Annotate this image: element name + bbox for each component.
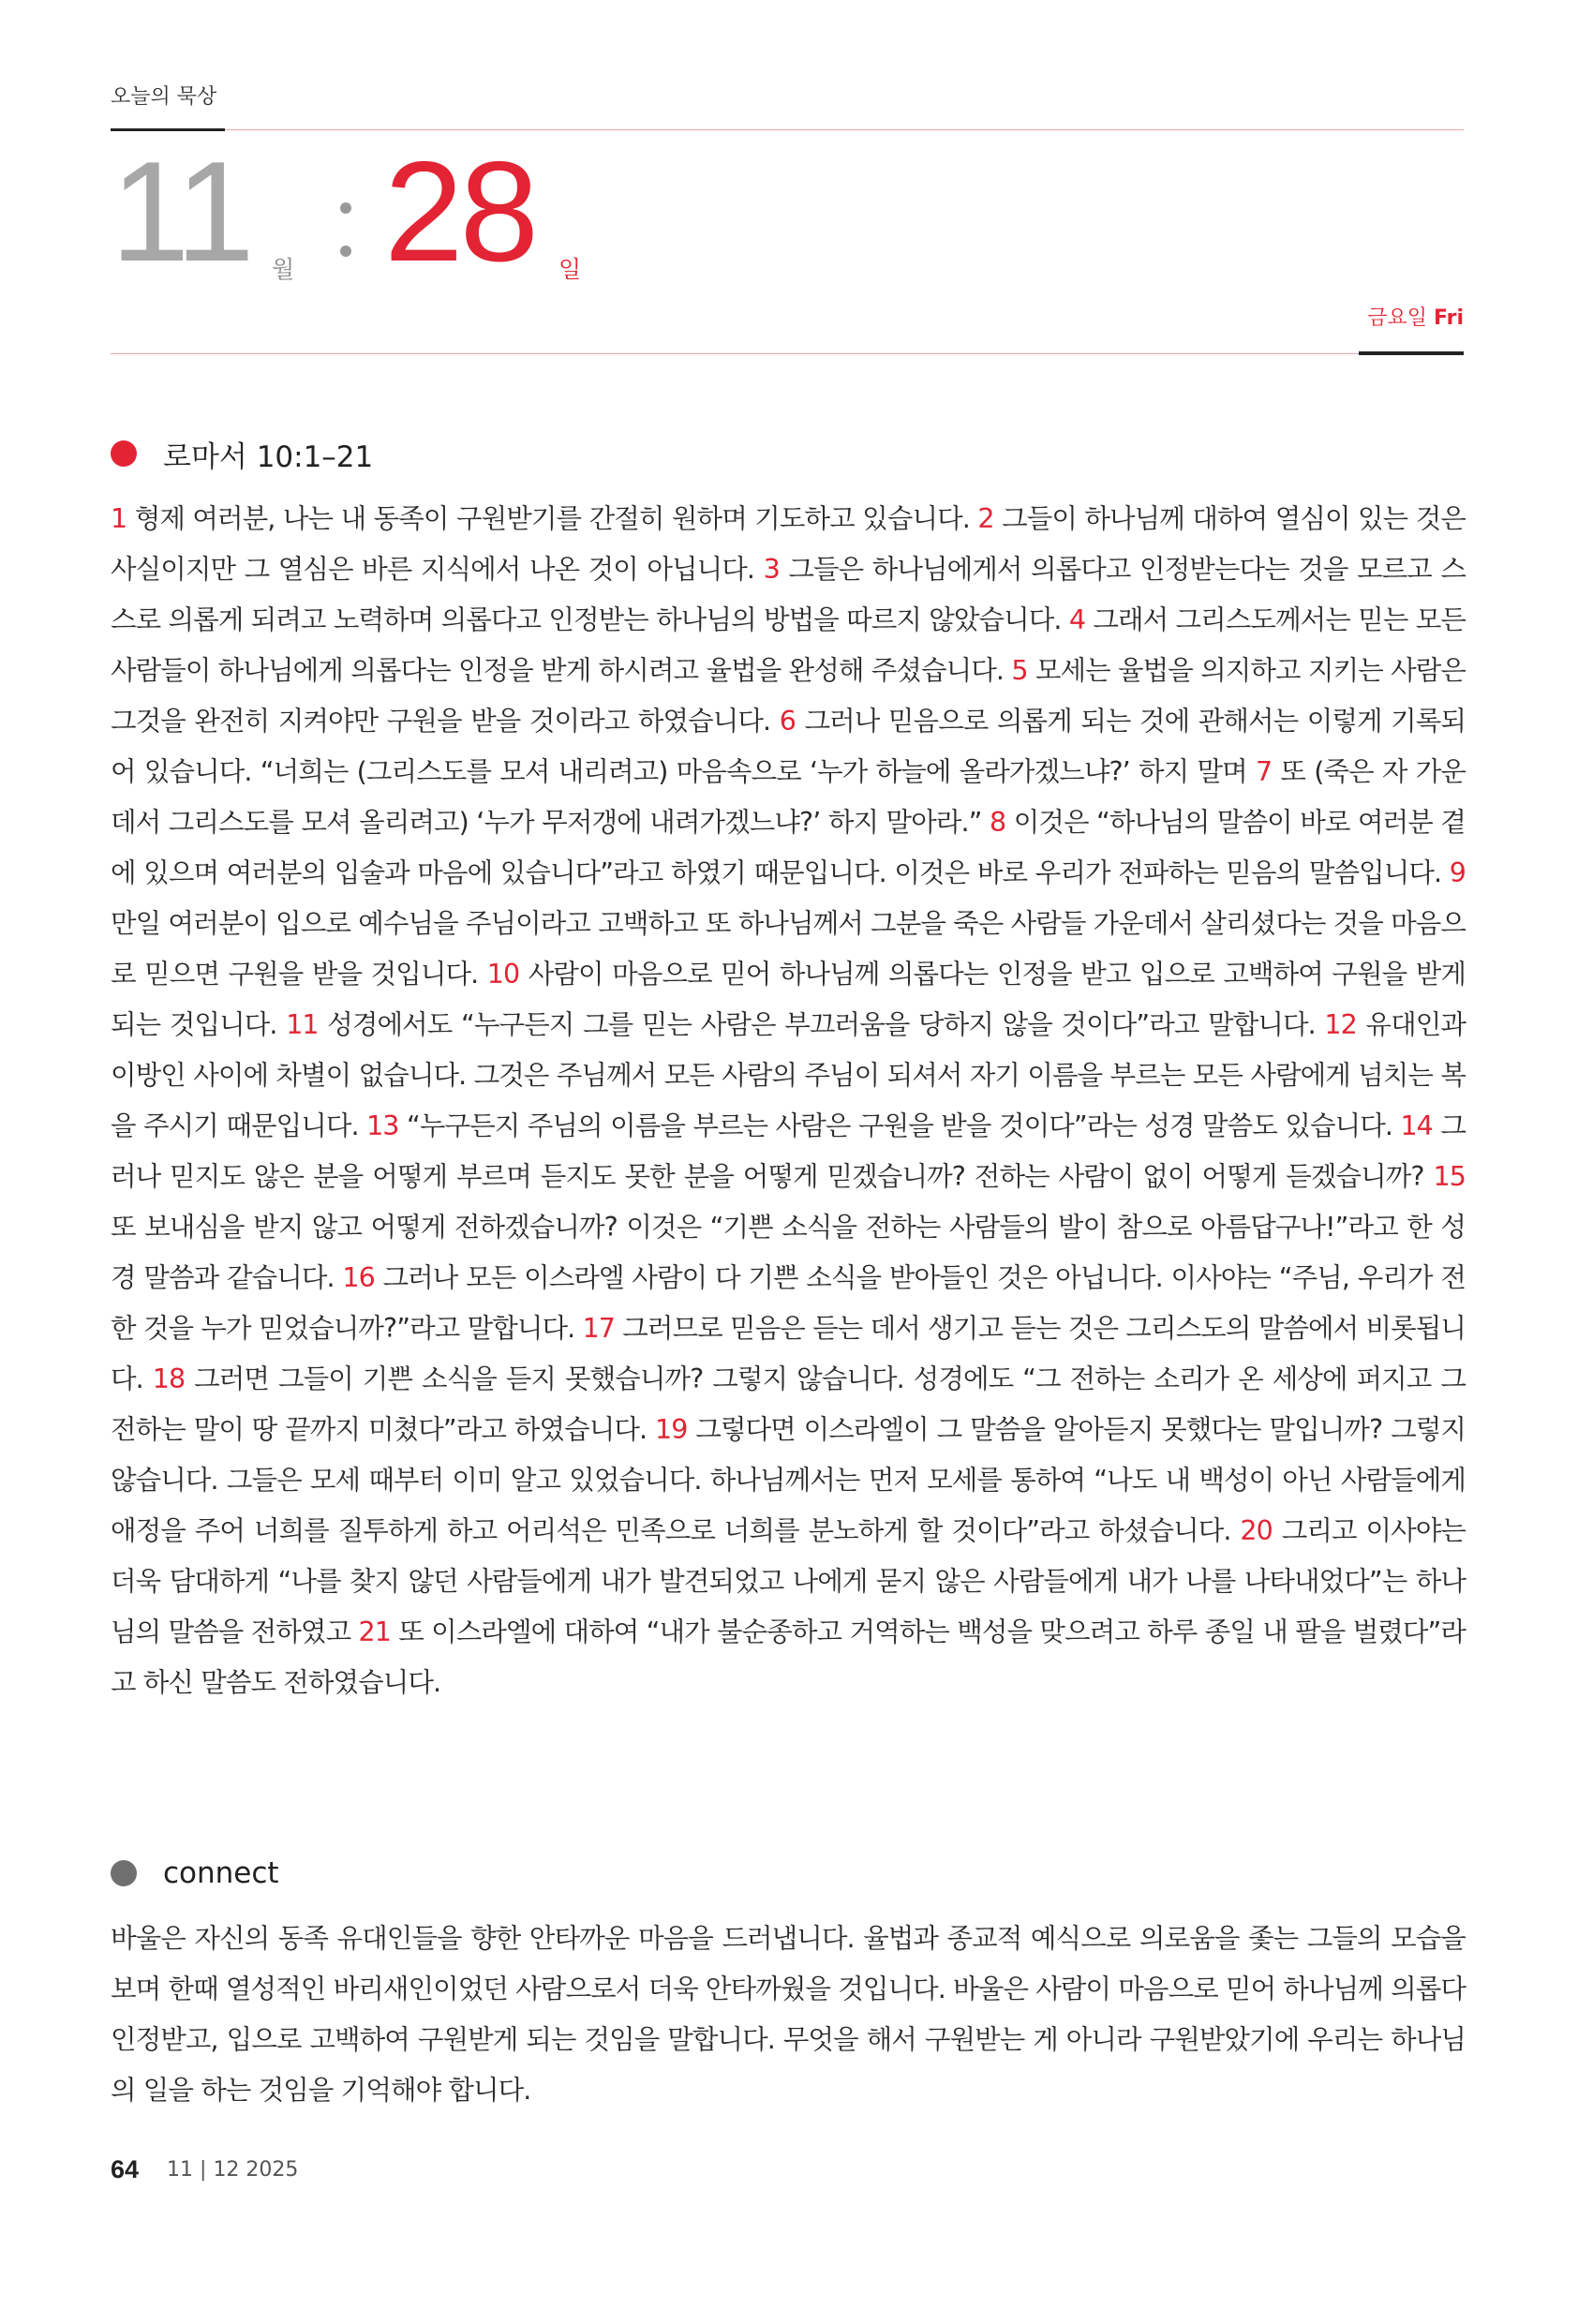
section-label: 오늘의 묵상	[111, 85, 217, 109]
day-unit: 일	[558, 256, 582, 283]
header-divider	[111, 353, 1359, 354]
weekday-english: Fri	[1433, 306, 1464, 330]
connect-heading	[111, 1855, 279, 1892]
verse-text: 그렇다면 이스라엘이 그 말씀을 알아듣지 못했다는 말입니까? 그렇지 않습니다. 그들은 모세 때부터 이미 알고 있었습니다. 하나님께서는 먼저 모세를 통하여 “나도 내 백성이 아닌 사람들에게 애정을 주어 너희를 질투하게 하고 어리석은 민족으로 너희를 분노하게 할 것이다”라고 하셨습니다.	[111, 1414, 1466, 1546]
verse-text: 그들이 하나님께 대하여 열심이 있는 것은 사실이지만 그 열심은 바른 지식에서 나온 것이 아닙니다.	[111, 503, 1466, 585]
verse-number: 7	[1255, 756, 1273, 787]
page-number: 64	[111, 2154, 140, 2183]
verse-number: 19	[654, 1414, 688, 1445]
verse-number: 3	[763, 554, 780, 585]
verse-text: 형제 여러분, 나는 내 동족이 구원받기를 간절히 원하며 기도하고 있습니다.	[134, 503, 970, 534]
verse-number: 8	[989, 807, 1006, 838]
verse-number: 5	[1011, 655, 1028, 686]
verse-text: 그래서 그리스도께서는 믿는 모든 사람들이 하나님에게 의롭다는 인정을 받게 하시려고 율법을 완성해 주셨습니다.	[111, 604, 1466, 686]
verse-text: 그러므로 믿음은 듣는 데서 생기고 듣는 것은 그리스도의 말씀에서 비롯됩니다.	[111, 1313, 1466, 1394]
verse	[286, 1009, 1324, 1040]
verse-number: 1	[111, 503, 127, 534]
verse-text: 그리고 이사야는 더욱 담대하게 “나를 찾지 않던 사람들에게 내가 발견되었고 나에게 묻지 않은 사람들에게 내가 나를 나타내었다”는 하나님의 말씀을 전하였고	[111, 1515, 1466, 1647]
scripture-heading	[111, 435, 373, 472]
verse-number: 20	[1240, 1515, 1273, 1546]
month-number: 11	[111, 132, 251, 291]
verse-number: 17	[582, 1313, 616, 1344]
weekday	[1367, 302, 1464, 331]
verse-text: 그들은 하나님에게서 의롭다고 인정받는다는 것을 모르고 스스로 의롭게 되려고 노력하며 의롭다고 인정받는 하나님의 방법을 따르지 않았습니다.	[111, 554, 1466, 635]
gray-bullet-icon	[111, 1860, 137, 1886]
verse-number: 16	[342, 1262, 375, 1293]
verse-text: 그러나 믿지도 않은 분을 어떻게 부르며 듣지도 못한 분을 어떻게 믿겠습니까? 전하는 사람이 없이 어떻게 듣겠습니까?	[111, 1110, 1466, 1192]
verse-number: 10	[486, 959, 520, 990]
connect-title: connect	[163, 1856, 279, 1890]
verse-number: 18	[152, 1363, 186, 1394]
verse-text: 사람이 마음으로 믿어 하나님께 의롭다는 인정을 받고 입으로 고백하여 구원을 받게 되는 것입니다.	[111, 959, 1466, 1040]
verse-number: 14	[1400, 1110, 1433, 1141]
issue-date: 11 | 12 2025	[167, 2157, 299, 2182]
verse-text: 모세는 율법을 의지하고 지키는 사람은 그것을 완전히 지켜야만 구원을 받을 것이라고 하였습니다.	[111, 655, 1466, 737]
scripture-body	[111, 494, 1466, 1708]
verse-text: 또 보내심을 받지 않고 어떻게 전하겠습니까? 이것은 “기쁜 소식을 전하는 사람들의 발이 참으로 아름답구나!”라고 한 성경 말씀과 같습니다.	[111, 1212, 1466, 1293]
verse-text: 그러나 모든 이스라엘 사람이 다 기쁜 소식을 받아들인 것은 아닙니다. 이사야는 “주님, 우리가 전한 것을 누가 믿었습니까?”라고 말합니다.	[111, 1262, 1466, 1344]
verse-text: “누구든지 주님의 이름을 부르는 사람은 구원을 받을 것이다”라는 성경 말씀도 있습니다.	[406, 1110, 1393, 1141]
verse-number: 21	[358, 1616, 391, 1647]
header-divider-accent	[1359, 351, 1464, 355]
verse-text: 만일 여러분이 입으로 예수님을 주님이라고 고백하고 또 하나님께서 그분을 죽은 사람들 가운데서 살리셨다는 것을 마음으로 믿으면 구원을 받을 것입니다.	[111, 908, 1466, 990]
verse-number: 6	[779, 706, 796, 737]
top-rule-accent	[111, 128, 225, 131]
connect-body: 바울은 자신의 동족 유대인들을 향한 안타까운 마음을 드러냅니다. 율법과 종교적 예식으로 의로움을 좇는 그들의 모습을 보며 한때 열성적인 바리새인이었던 사람으로서 더욱 안타까웠을 것입니다. 바울은 사람이 마음으로 믿어 하나님께 의롭다 인정받고, 입으로 고백하여 구원받게 되는 것임을 말합니다. 무엇을 해서 구원받는 게 아니라 구원받았기에 우리는 하나님의 일을 하는 것임을 기억해야 합니다.	[111, 1923, 1466, 2106]
date-colon-dot	[340, 202, 351, 214]
month-unit: 월	[272, 256, 295, 283]
verse-number: 11	[286, 1009, 319, 1040]
verse-number: 4	[1068, 604, 1086, 635]
verse-text: 그러나 믿음으로 의롭게 되는 것에 관해서는 이렇게 기록되어 있습니다. “너희는 (그리스도를 모셔 내리려고) 마음속으로 ‘누가 하늘에 올라가겠느냐?’ 하지 말며	[111, 706, 1466, 787]
page-footer	[111, 2151, 298, 2188]
scripture-reference: 로마서 10:1–21	[163, 439, 374, 474]
verse-number: 2	[977, 503, 994, 534]
day-number: 28	[384, 132, 536, 291]
verse-text: 이것은 “하나님의 말씀이 바로 여러분 곁에 있으며 여러분의 입술과 마음에 있습니다”라고 하였기 때문입니다. 이것은 바로 우리가 전파하는 믿음의 말씀입니다.	[111, 807, 1466, 888]
verse-text: 유대인과 이방인 사이에 차별이 없습니다. 그것은 주님께서 모든 사람의 주님이 되셔서 자기 이름을 부르는 모든 사람에게 넘치는 복을 주시기 때문입니다.	[111, 1009, 1466, 1141]
verse-number: 12	[1324, 1009, 1357, 1040]
verse-number: 15	[1433, 1161, 1466, 1192]
verse-number: 9	[1449, 857, 1466, 888]
red-bullet-icon	[111, 440, 137, 467]
verse-text: 또 (죽은 자 가운데서 그리스도를 모셔 올리려고) ‘누가 무저갱에 내려가겠느냐?’ 하지 말아라.”	[111, 756, 1466, 838]
weekday-korean: 금요일	[1367, 306, 1427, 330]
top-rule	[225, 129, 1464, 130]
verse-text: 그러면 그들이 기쁜 소식을 듣지 못했습니까? 그렇지 않습니다. 성경에도 “그 전하는 소리가 온 세상에 퍼지고 그 전하는 말이 땅 끝까지 미쳤다”라고 하였습니다.	[111, 1363, 1466, 1445]
verse-number: 13	[366, 1110, 399, 1141]
verse-text: 또 이스라엘에 대하여 “내가 불순종하고 거역하는 백성을 맞으려고 하루 종일 내 팔을 벌렸다”라고 하신 말씀도 전하였습니다.	[111, 1616, 1466, 1698]
verse	[366, 1110, 1400, 1141]
verse-text: 성경에서도 “누구든지 그를 믿는 사람은 부끄러움을 당하지 않을 것이다”라고 말합니다.	[327, 1009, 1316, 1040]
verse	[111, 503, 977, 534]
date-colon-dot	[340, 246, 351, 257]
